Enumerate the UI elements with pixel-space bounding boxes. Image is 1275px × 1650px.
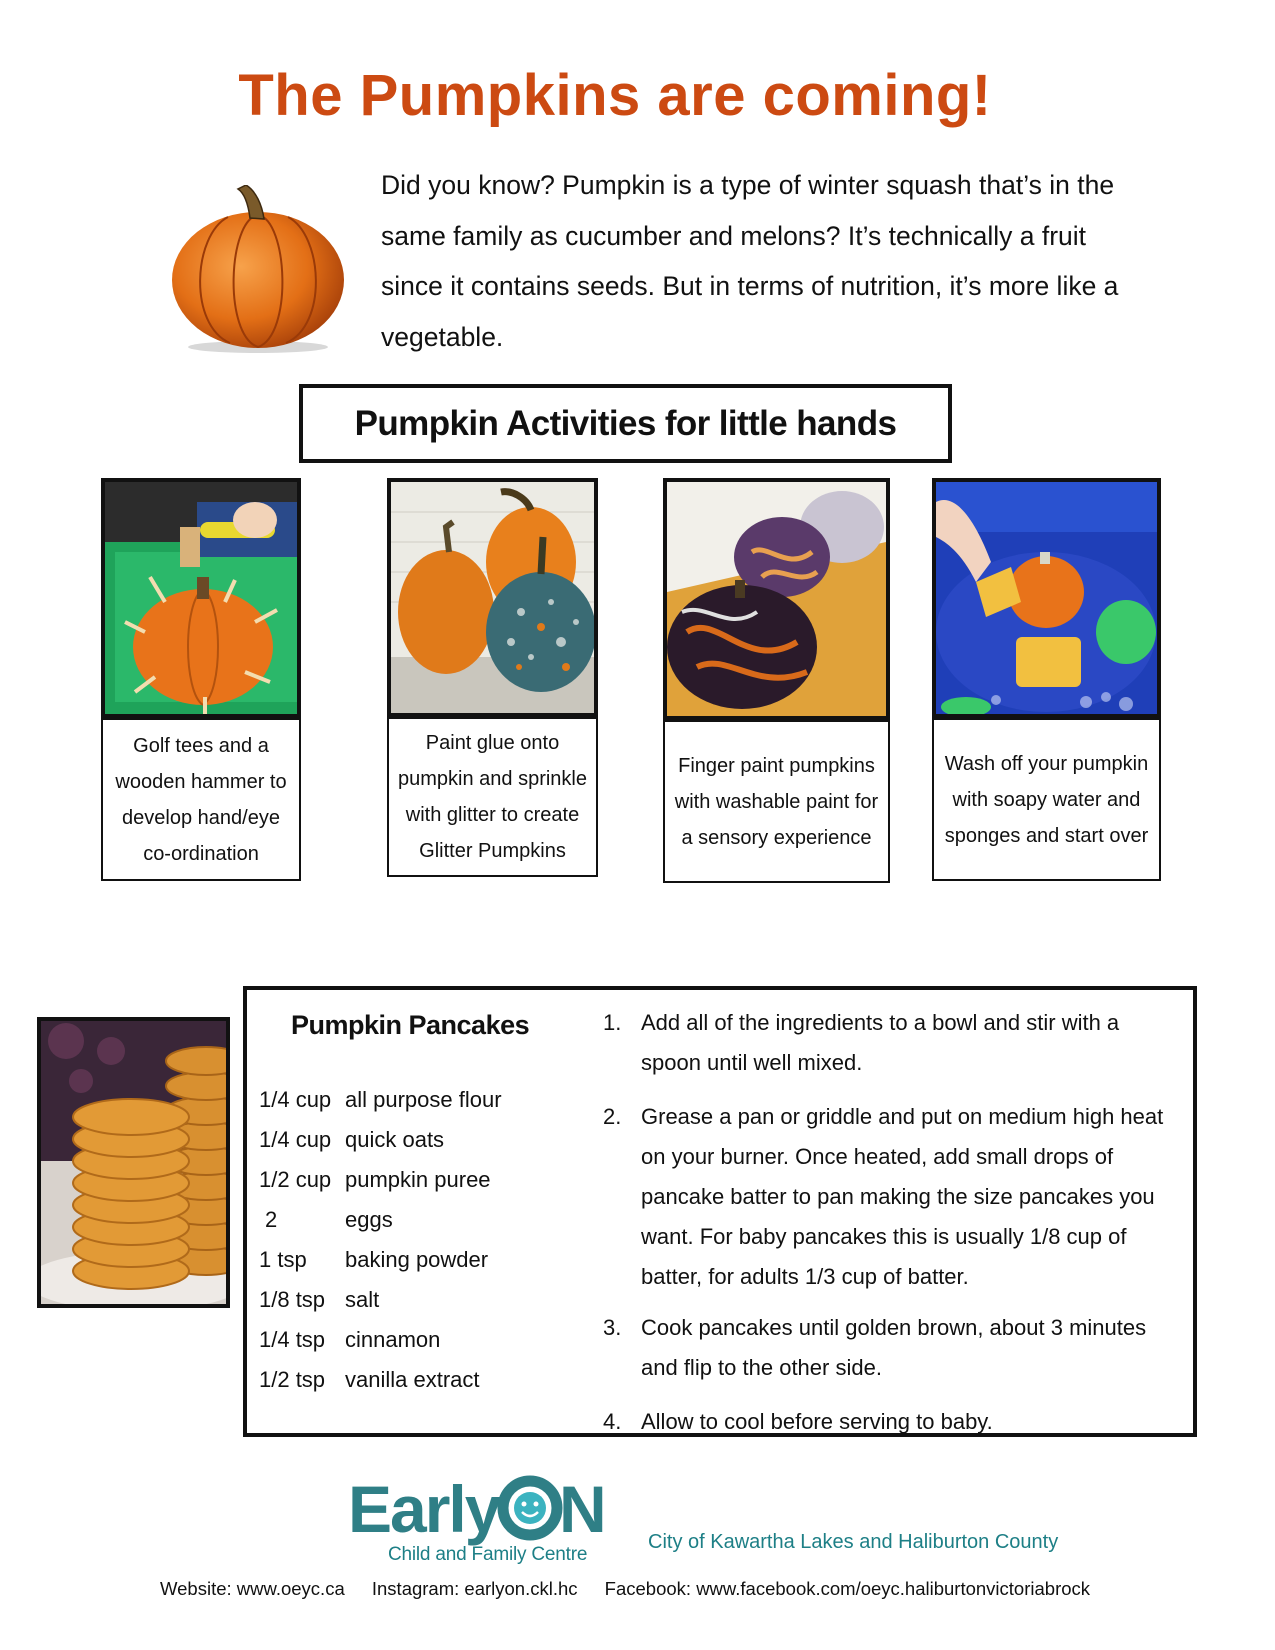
activities-heading: Pumpkin Activities for little hands xyxy=(299,384,952,463)
intro-paragraph: Did you know? Pumpkin is a type of winter squash that’s in the same family as cucumber and melons? It’s technically a fruit since it contains seeds. But in terms of nutrition, it’s more like a vegetable. xyxy=(381,170,1119,352)
ingredient-item: salt xyxy=(345,1287,380,1312)
ingredient-item: pumpkin puree xyxy=(345,1167,491,1192)
website-text: Website: www.oeyc.ca xyxy=(160,1578,345,1599)
region-text: City of Kawartha Lakes and Haliburton County xyxy=(648,1531,1059,1553)
facebook-text: Facebook: www.facebook.com/oeyc.haliburtonvictoriabrock xyxy=(604,1578,1091,1599)
recipe-step xyxy=(603,1003,1173,1083)
pumpkin-illustration xyxy=(168,185,348,355)
contact-line xyxy=(160,1578,1170,1600)
ingredient-item: baking powder xyxy=(345,1247,489,1272)
ingredient-qty: 1/4 cup xyxy=(259,1087,332,1112)
pancakes-photo xyxy=(37,1017,230,1308)
recipe-title: Pumpkin Pancakes xyxy=(291,1010,530,1040)
activity-photo-wash-pumpkin xyxy=(932,478,1161,718)
recipe-step xyxy=(603,1308,1173,1388)
step-text: Grease a pan or griddle and put on medium high heat on your burner. Once heated, add small drops of pancake batter to pan making the size pancakes you want. For baby pancakes this is usually 1/8 cup of batter, for adults 1/3 cup of batter. xyxy=(641,1104,1164,1289)
activity-photo-golf-tees xyxy=(101,478,301,718)
step-text: Add all of the ingredients to a bowl and stir with a spoon until well mixed. xyxy=(641,1010,1120,1075)
ingredient-qty: 1 tsp xyxy=(259,1247,307,1272)
recipe-step xyxy=(603,1097,1173,1297)
activity-caption-wash-pumpkin: Wash off your pumpkin with soapy water and sponges and start over xyxy=(932,718,1161,881)
page-title: The Pumpkins are coming! xyxy=(238,63,992,128)
step-text: Cook pancakes until golden brown, about 3 minutes and flip to the other side. xyxy=(641,1315,1147,1380)
ingredient-item: quick oats xyxy=(345,1127,445,1152)
step-number: 2. xyxy=(603,1104,622,1129)
logo-subtitle: Child and Family Centre xyxy=(388,1544,588,1565)
ingredient-qty: 1/2 tsp xyxy=(259,1367,326,1392)
activity-caption-golf-tees: Golf tees and a wooden hammer to develop hand/eye co-ordination xyxy=(101,718,301,881)
activity-caption-glitter-pumpkins: Paint glue onto pumpkin and sprinkle with glitter to create Glitter Pumpkins xyxy=(387,717,598,877)
logo-text-n: N xyxy=(559,1472,605,1546)
ingredient-item: vanilla extract xyxy=(345,1367,480,1392)
logo-text-early: Early xyxy=(348,1472,500,1546)
step-text: Allow to cool before serving to baby. xyxy=(641,1409,993,1434)
ingredient-row xyxy=(259,1320,440,1360)
ingredient-row xyxy=(259,1200,393,1240)
ingredient-qty: 2 xyxy=(265,1207,278,1232)
ingredient-qty: 1/2 cup xyxy=(259,1167,332,1192)
ingredient-row xyxy=(259,1120,444,1160)
ingredient-qty: 1/8 tsp xyxy=(259,1287,326,1312)
step-number: 3. xyxy=(603,1315,622,1340)
step-number: 4. xyxy=(603,1409,622,1434)
ingredient-row xyxy=(259,1080,502,1120)
ingredient-row xyxy=(259,1280,379,1320)
activity-photo-glitter-pumpkins xyxy=(387,478,598,717)
ingredient-qty: 1/4 cup xyxy=(259,1127,332,1152)
ingredient-qty: 1/4 tsp xyxy=(259,1327,326,1352)
ingredient-row xyxy=(259,1360,480,1400)
instagram-text: Instagram: earlyon.ckl.hc xyxy=(371,1578,578,1599)
ingredient-item: eggs xyxy=(345,1207,393,1232)
ingredient-row xyxy=(259,1160,491,1200)
ingredient-item: cinnamon xyxy=(345,1327,441,1352)
ingredient-item: all purpose flour xyxy=(345,1087,502,1112)
activity-photo-finger-paint xyxy=(663,478,890,720)
ingredient-row xyxy=(259,1240,488,1280)
step-number: 1. xyxy=(603,1010,622,1035)
recipe-step xyxy=(603,1402,1173,1442)
activity-caption-finger-paint: Finger paint pumpkins with washable paint for a sensory experience xyxy=(663,720,890,883)
